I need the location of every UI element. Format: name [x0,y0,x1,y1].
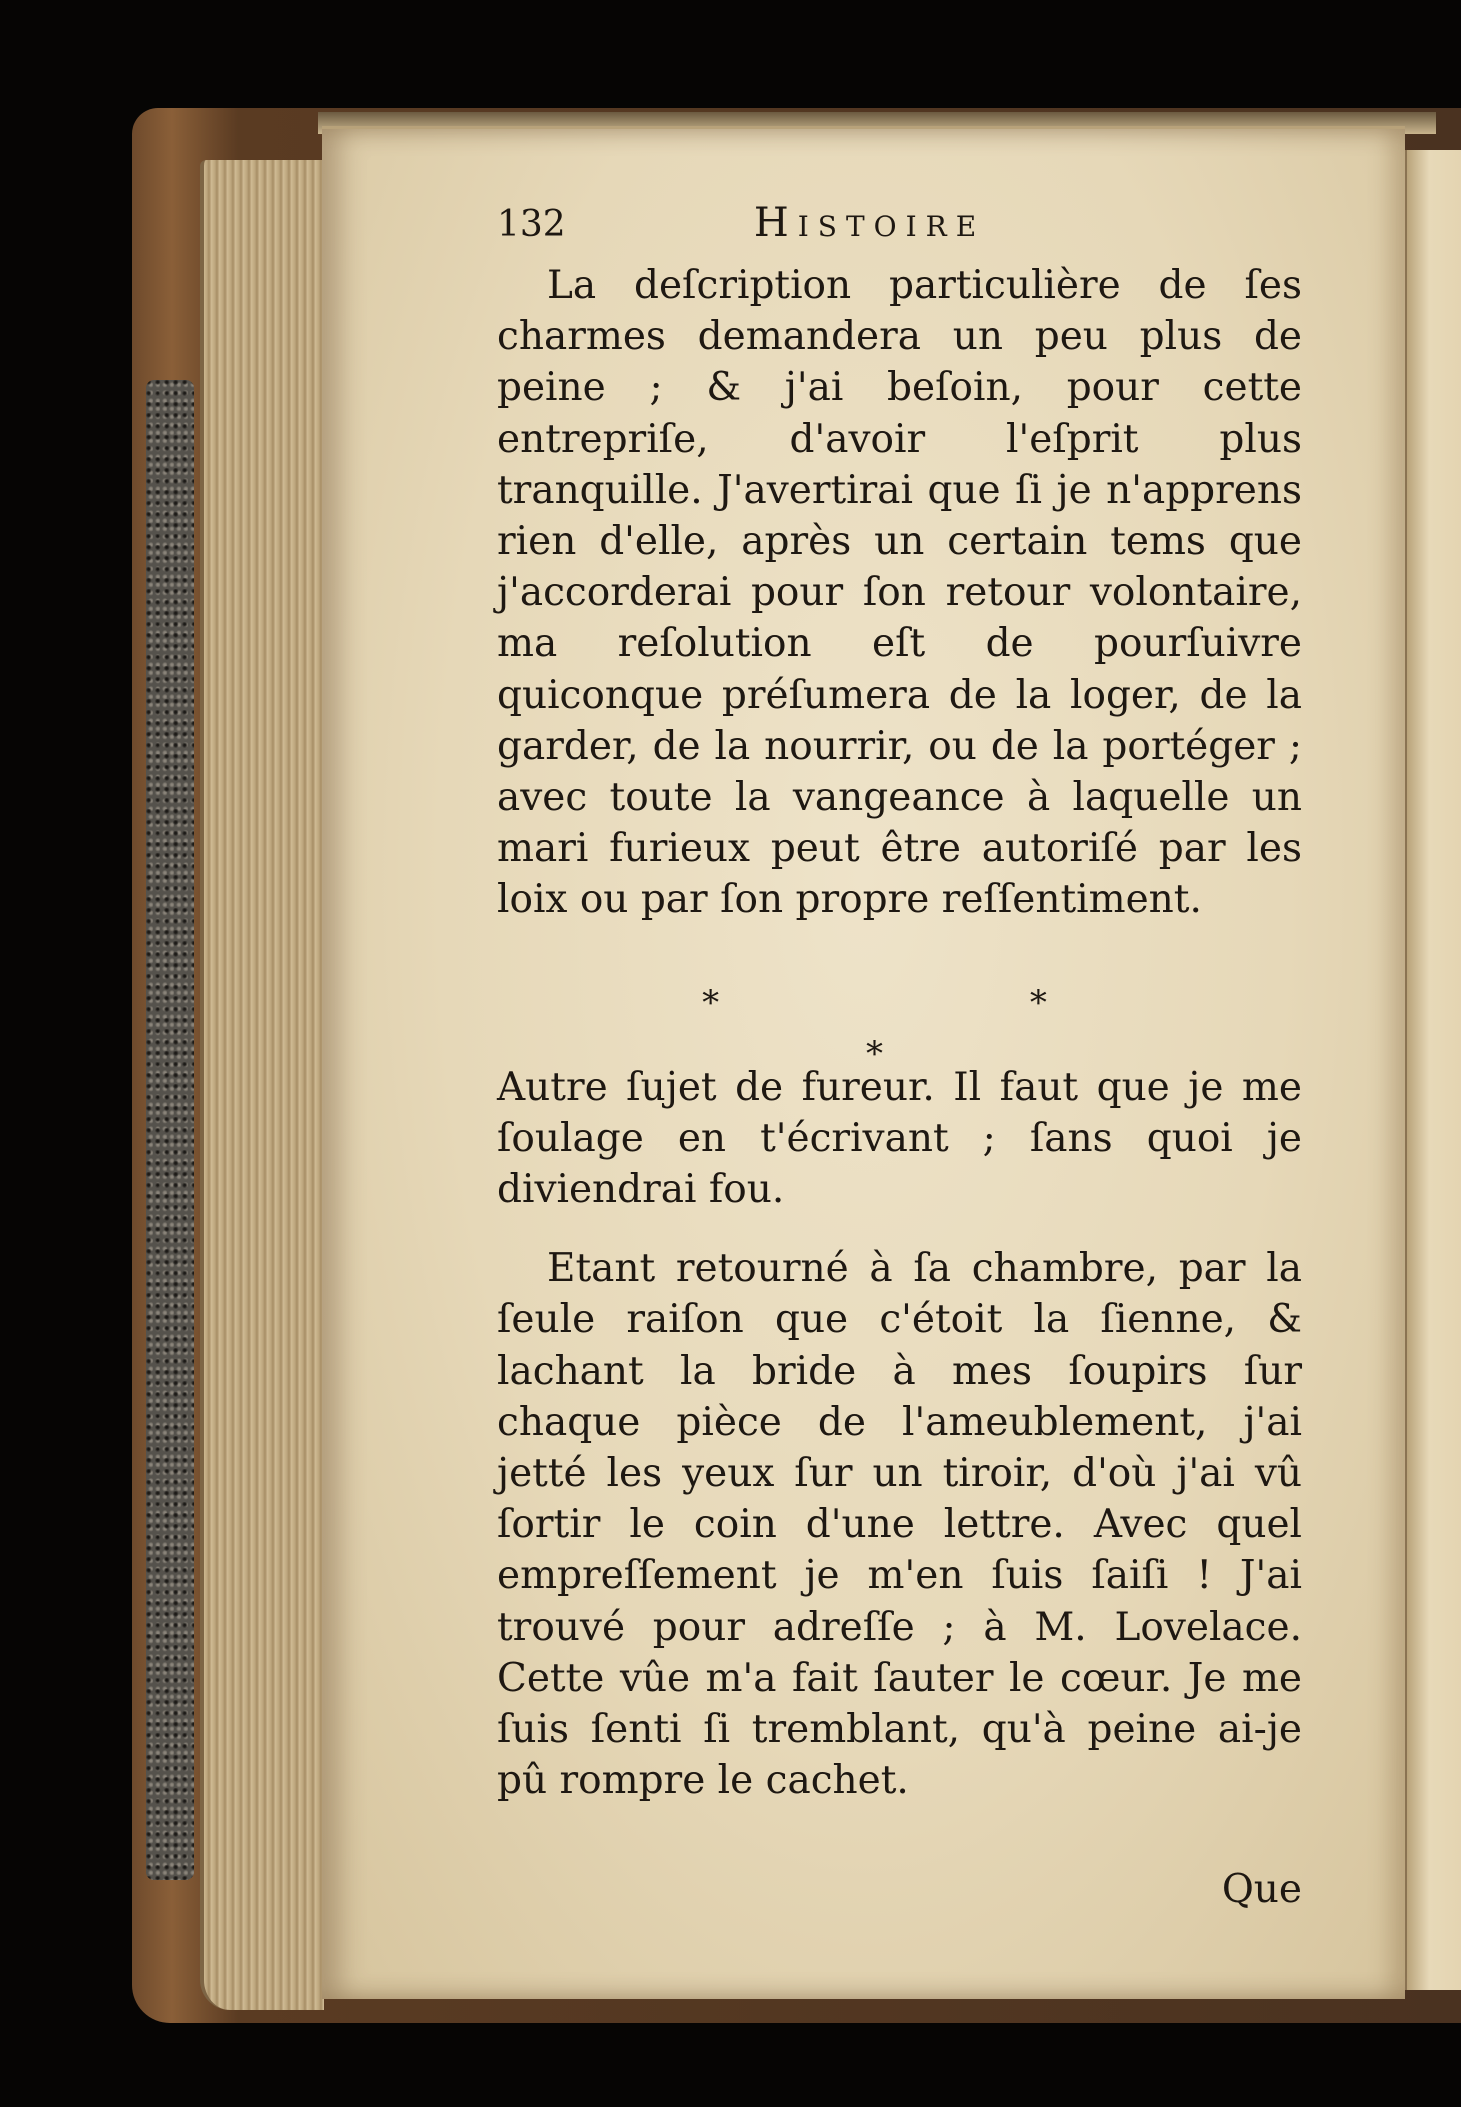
page-edges [200,160,324,2010]
facing-page-edge [1405,150,1461,1990]
paragraph-2: Autre ſujet de fureur. Il faut que je me ſoulage en t'écrivant ; ſans quoi je diviendrai fou. [497,1064,1302,1213]
section-break: * * * [702,982,1197,1074]
paragraph-1: La deſcription particulière de ſes charmes demandera un peu plus de peine ; & j'ai beſoin, pour cette entrepriſe, d'avoir l'eſprit plus tranquille. J'avertirai que ſi je n'apprens rien d'elle, après un certain tems que j'accorderai pour ſon retour volontaire, ma reſolution eſt de pourſuivre quiconque préſumera de la loger, de la garder, de la nourrir, ou de la portéger ; avec toute la vangeance à laquelle un mari furieux peut être autoriſé par les loix ou par ſon propre reſſentiment. [497,263,1302,923]
running-title: Histoire [753,200,986,246]
paragraph-3: Etant retourné à ſa chambre, par la ſeule raiſon que c'étoit la ſienne, & lachant la bride à mes ſoupirs ſur chaque pièce de l'ameublement, j'ai jetté les yeux ſur un tiroir, d'où j'ai vû ſortir le coin d'une lettre. Avec quel empreſſement je m'en ſuis ſaiſi ! J'ai trouvé pour adreſſe ; à M. Lovelace. Cette vûe m'a fait ſauter le cœur. Je me ſuis ſenti ſi tremblant, qu'à peine ai-je pû rompre le cachet. [497,1246,1302,1804]
page-text-block [497,198,1302,1916]
catchword: Que [1221,1867,1302,1913]
page-header [497,198,1302,254]
page-number: 132 [497,204,566,245]
marbled-cover-pattern [146,380,194,1880]
